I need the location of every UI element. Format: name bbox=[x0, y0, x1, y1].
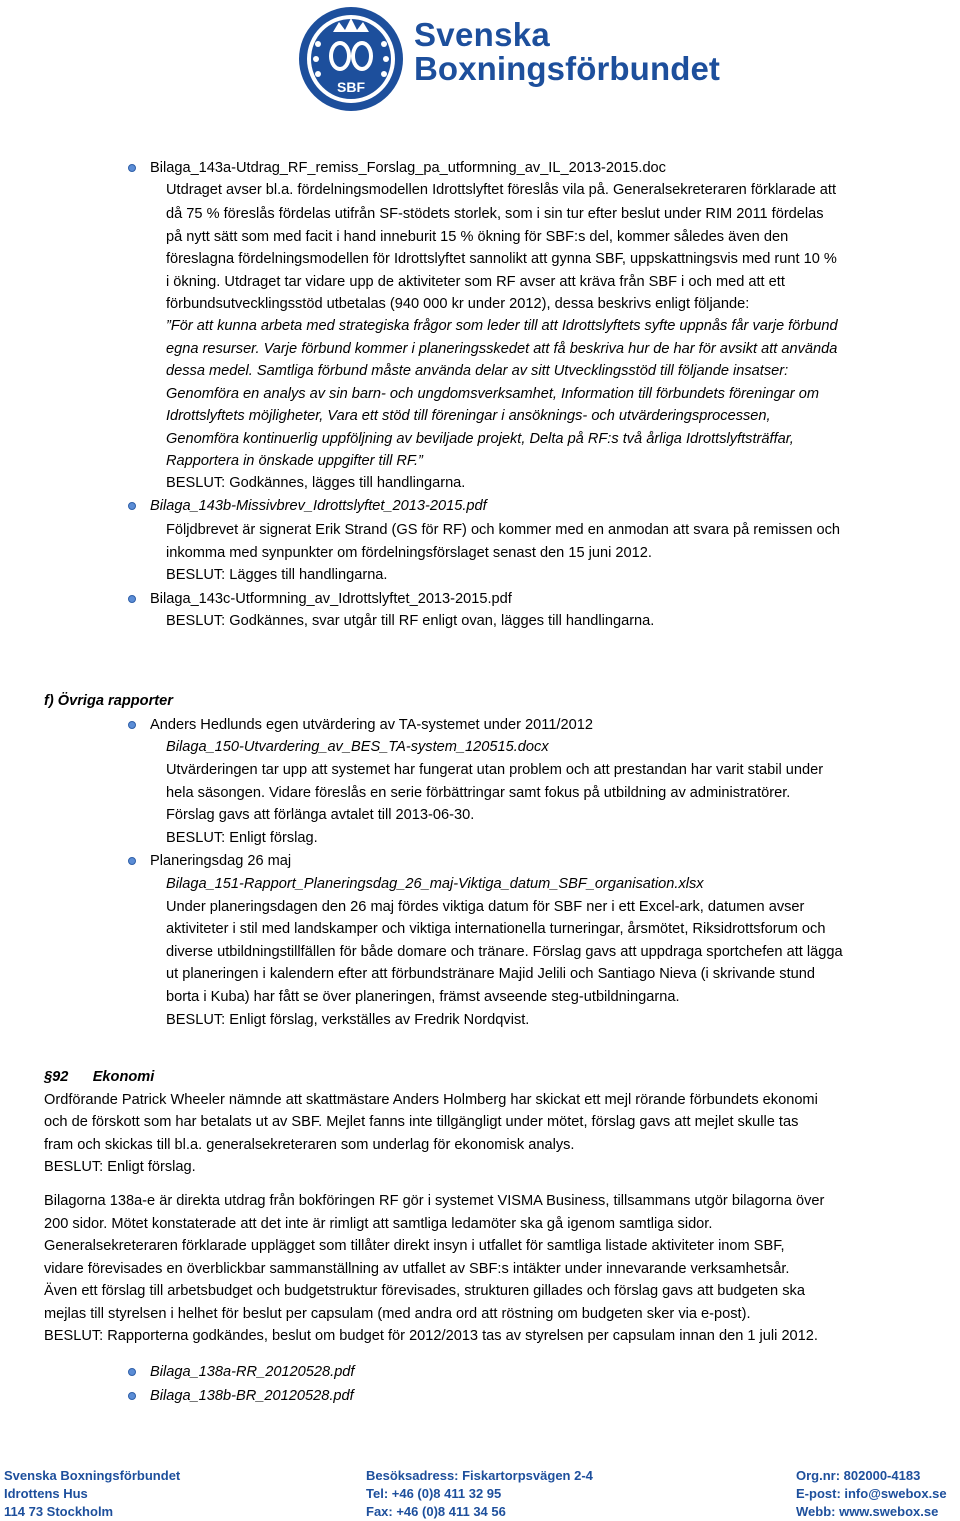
paragraph-line: Följdbrevet är signerat Erik Strand (GS för RF) och kommer med en anmodan att svara på remissen och bbox=[166, 522, 841, 538]
section-number: §92 bbox=[44, 1069, 69, 1085]
item-title: Bilaga_143a-Utdrag_RF_remiss_Forslag_pa_utformning_av_IL_2013-2015.doc bbox=[150, 160, 666, 176]
brand-line2: Boxningsförbundet bbox=[414, 50, 720, 87]
paragraph-line: Förslag gavs att förlänga avtalet till 2013-06-30. bbox=[166, 807, 475, 823]
beslut-line: BESLUT: Godkännes, svar utgår till RF enligt ovan, lägges till handlingarna. bbox=[166, 613, 655, 629]
footer-orgnr: Org.nr: 802000-4183 bbox=[796, 1468, 921, 1483]
paragraph-line: diverse utbildningstillfällen för både domare och tränare. Förslag gavs att uppdraga sportchefen att lägga bbox=[166, 944, 843, 960]
brand-wordmark bbox=[414, 18, 720, 86]
bullet-icon bbox=[128, 502, 136, 510]
quote-line: ”För att kunna arbeta med strategiska frågor som leder till att Idrottslyftets syfte uppnås får varje förbund bbox=[166, 318, 838, 334]
item-title: Anders Hedlunds egen utvärdering av TA-systemet under 2011/2012 bbox=[150, 717, 593, 733]
paragraph-line: Även ett förslag till arbetsbudget och budgetstruktur förevisades, strukturen gillades och förslag gavs att budgeten ska bbox=[44, 1283, 805, 1299]
paragraph-line: förbundsutvecklingsstöd utbetalas (940 000 kr under 2012), dessa beskrivs enligt följande: bbox=[166, 296, 750, 312]
paragraph-line: hela säsongen. Vidare föreslås en serie förbättringar samt fokus på utbildning av administratörer. bbox=[166, 785, 791, 801]
paragraph-line: föreslagna fördelningsmodellen för Idrottslyftet sannolikt att gynna SBF, uppskattningsvis med runt 10 % bbox=[166, 251, 837, 267]
footer-org-name: Svenska Boxningsförbundet bbox=[4, 1468, 181, 1483]
paragraph-line: vidare förevisades en överblickbar sammanställning av utfallet av SBF:s intäkter under innevarande verksamhetsår. bbox=[44, 1261, 790, 1277]
attachment-file: Bilaga_150-Utvardering_av_BES_TA-system_120515.docx bbox=[166, 739, 549, 755]
section-heading: f) Övriga rapporter bbox=[44, 693, 173, 709]
paragraph-line: Utdraget avser bl.a. fördelningsmodellen Idrottslyftet föreslås vila på. Generalsekreteraren förklarade att bbox=[166, 182, 837, 198]
beslut-line: BESLUT: Enligt förslag. bbox=[44, 1159, 196, 1175]
paragraph-line: inkomma med synpunkter om fördelningsförslaget senast den 15 juni 2012. bbox=[166, 545, 652, 561]
emblem-text: SBF bbox=[337, 79, 365, 95]
paragraph-line: i ökning. Utdraget tar vidare upp de aktiviteter som RF avser att kräva från SBF i och med att ett bbox=[166, 274, 785, 290]
brand-line1: Svenska bbox=[414, 16, 551, 53]
paragraph-line: Utvärderingen tar upp att systemet har fungerat utan problem och att prestandan har varit stabil under bbox=[166, 762, 824, 778]
paragraph-line: Bilagorna 138a-e är direkta utdrag från bokföringen RF gör i systemet VISMA Business, tillsammans utgör bilagorna över bbox=[44, 1193, 825, 1209]
sbf-emblem-logo bbox=[296, 4, 406, 114]
beslut-line: BESLUT: Rapporterna godkändes, beslut om budget för 2012/2013 tas av styrelsen per capsulam innan den 1 juli 2012. bbox=[44, 1328, 818, 1344]
paragraph-line: mejlas till styrelsen i helhet för beslut per capsulam (med andra ord att röstning om budgeten sker via e-post). bbox=[44, 1306, 751, 1322]
paragraph-line: Generalsekreteraren förklarade upplägget som tillåter direkt insyn i utfallet för samtliga listade aktiviteter inom SBF, bbox=[44, 1238, 785, 1254]
footer-visit-address: Besöksadress: Fiskartorpsvägen 2-4 bbox=[366, 1468, 593, 1483]
bullet-icon bbox=[128, 1392, 136, 1400]
quote-line: egna resurser. Varje förbund kommer i planeringsskedet att få beskriva hur de har för avsikt att använda bbox=[166, 341, 838, 357]
section-title: Ekonomi bbox=[92, 1069, 155, 1085]
footer-fax: Fax: +46 (0)8 411 34 56 bbox=[366, 1504, 506, 1519]
paragraph-line: 200 sidor. Mötet konstaterade att det inte är rimligt att samtliga ledamöter ska gå igenom samtliga sidor. bbox=[44, 1216, 713, 1232]
paragraph-line: Ordförande Patrick Wheeler nämnde att skattmästare Anders Holmberg har skickat ett mejl rörande förbundets ekonomi bbox=[44, 1092, 818, 1108]
footer-city: 114 73 Stockholm bbox=[4, 1504, 114, 1519]
beslut-line: BESLUT: Godkännes, lägges till handlingarna. bbox=[166, 475, 466, 491]
beslut-line: BESLUT: Enligt förslag, verkställes av Fredrik Nordqvist. bbox=[166, 1012, 530, 1028]
attachment-file: Bilaga_138a-RR_20120528.pdf bbox=[150, 1364, 355, 1380]
quote-line: Genomföra kontinuerlig uppföljning av beviljade projekt, Delta på RF:s två årliga Idrottslyftsträffar, bbox=[166, 431, 794, 447]
paragraph-line: och de förskott som har betalats ut av SBF. Mejlet fanns inte tillgängligt under mötet, förslag gavs att mejlet skulle tas bbox=[44, 1114, 799, 1130]
attachment-file: Bilaga_138b-BR_20120528.pdf bbox=[150, 1388, 354, 1404]
paragraph-line: ut planeringen i kalendern efter att förbundstränare Majid Jelili och Santiago Nieva (i skrivande stund bbox=[166, 966, 815, 982]
section-heading bbox=[44, 1066, 154, 1088]
beslut-line: BESLUT: Enligt förslag. bbox=[166, 830, 318, 846]
footer-building: Idrottens Hus bbox=[4, 1486, 88, 1501]
bullet-icon bbox=[128, 164, 136, 172]
quote-line: Idrottslyftets möjligheter, Vara ett stöd till föreningar i ansöknings- och utvärderingsprocessen, bbox=[166, 408, 771, 424]
paragraph-line: på nytt sätt som med facit i hand inneburit 15 % ökning för SBF:s del, kommer således även den bbox=[166, 229, 789, 245]
footer-email[interactable]: E-post: info@swebox.se bbox=[796, 1486, 947, 1501]
footer-phone: Tel: +46 (0)8 411 32 95 bbox=[366, 1486, 502, 1501]
bullet-icon bbox=[128, 1368, 136, 1376]
item-title: Planeringsdag 26 maj bbox=[150, 853, 292, 869]
bullet-icon bbox=[128, 721, 136, 729]
item-title: Bilaga_143b-Missivbrev_Idrottslyftet_2013-2015.pdf bbox=[150, 498, 487, 514]
paragraph-line: Under planeringsdagen den 26 maj fördes viktiga datum för SBF ner i ett Excel-ark, datumen avser bbox=[166, 899, 805, 915]
paragraph-line: då 75 % föreslås fördelas utifrån SF-stödets storlek, som i sin tur efter beslut under RIM 2011 fördelas bbox=[166, 206, 824, 222]
quote-line: Rapportera in önskade uppgifter till RF.” bbox=[166, 453, 423, 469]
attachment-file: Bilaga_151-Rapport_Planeringsdag_26_maj-Viktiga_datum_SBF_organisation.xlsx bbox=[166, 876, 704, 892]
quote-line: Genomföra en analys av sin barn- och ungdomsverksamhet, Information till förbundets föreningar om bbox=[166, 386, 819, 402]
beslut-line: BESLUT: Lägges till handlingarna. bbox=[166, 567, 388, 583]
paragraph-line: borta i Kuba) har fått se över planeringen, främst avseende steg-utbildningarna. bbox=[166, 989, 680, 1005]
bullet-icon bbox=[128, 857, 136, 865]
paragraph-line: fram och skickas till bl.a. generalsekreteraren som underlag för ekonomisk analys. bbox=[44, 1137, 575, 1153]
paragraph-line: aktiviteter i stil med landskamper och viktiga internationella turneringar, årsmötet, Riksidrottsforum och bbox=[166, 921, 826, 937]
item-title: Bilaga_143c-Utformning_av_Idrottslyftet_2013-2015.pdf bbox=[150, 591, 512, 607]
bullet-icon bbox=[128, 595, 136, 603]
footer-website[interactable]: Webb: www.swebox.se bbox=[796, 1504, 939, 1519]
quote-line: dessa medel. Samtliga förbund måste använda delar av sitt Utvecklingsstöd till följande insatser: bbox=[166, 363, 789, 379]
